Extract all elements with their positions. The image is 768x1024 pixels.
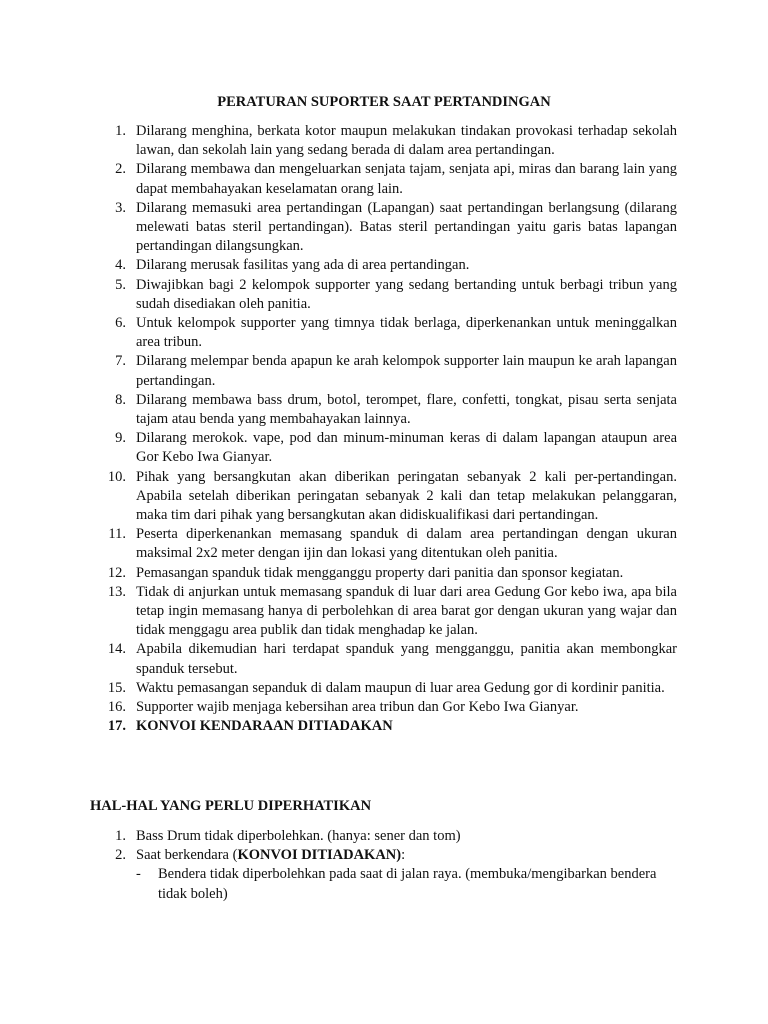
- list-text: Dilarang melempar benda apapun ke arah kelompok supporter lain maupun ke arah lapangan pertandingan.: [136, 353, 677, 389]
- list-text-prefix: Saat berkendara (: [136, 847, 238, 864]
- sub-list: [136, 865, 677, 903]
- list-number: 2.: [115, 161, 126, 178]
- list-item: [90, 640, 677, 678]
- list-item: [90, 717, 677, 736]
- list-text: Waktu pemasangan sepanduk di dalam maupun di luar area Gedung gor di kordinir panitia.: [136, 679, 665, 696]
- list-text: Dilarang merusak fasilitas yang ada di area pertandingan.: [136, 257, 470, 274]
- list-text-suffix: :: [401, 847, 406, 864]
- list-item: [90, 122, 677, 160]
- list-item: [90, 314, 677, 352]
- list-number: 3.: [115, 199, 126, 216]
- list-number: 7.: [115, 353, 126, 370]
- list-text: Untuk kelompok supporter yang timnya tidak berlaga, diperkenankan untuk meninggalkan area tribun.: [136, 315, 677, 351]
- list-text: KONVOI KENDARAAN DITIADAKAN: [136, 718, 393, 735]
- list-item: [90, 429, 677, 467]
- list-text: Dilarang menghina, berkata kotor maupun melakukan tindakan provokasi terhadap sekolah lawan, dan sekolah lain yang sedang berada di dalam area pertandingan.: [136, 123, 677, 159]
- list-item: [90, 525, 677, 563]
- list-text-bold: KONVOI DITIADAKAN): [237, 847, 402, 864]
- list-text: Peserta diperkenankan memasang spanduk di dalam area pertandingan dengan ukuran maksimal 2x2 meter dengan ijin dan lokasi yang ditentukan oleh panitia.: [136, 526, 677, 562]
- list-item: [90, 846, 677, 904]
- list-item: [90, 391, 677, 429]
- list-text: Dilarang merokok. vape, pod dan minum-minuman keras di dalam lapangan ataupun area Gor Kebo Iwa Gianyar.: [136, 430, 677, 466]
- list-text: Tidak di anjurkan untuk memasang spanduk di luar dari area Gedung Gor kebo iwa, apa bila tetap ingin memasang hanya di perbolehkan di area barat gor dengan ukuran yang wajar dan tidak menggagu area publik dan tidak menghadap ke jalan.: [136, 583, 677, 639]
- list-number: 4.: [115, 257, 126, 274]
- list-text: Supporter wajib menjaga kebersihan area tribun dan Gor Kebo Iwa Gianyar.: [136, 699, 579, 716]
- list-number: 10.: [107, 468, 126, 485]
- page-title: PERATURAN SUPORTER SAAT PERTANDINGAN: [217, 94, 551, 110]
- dash-bullet: -: [136, 866, 141, 883]
- list-number: 2.: [115, 847, 126, 864]
- list-item: [90, 468, 677, 526]
- list-item: [90, 698, 677, 717]
- list-number: 8.: [115, 391, 126, 408]
- list-number: 12.: [107, 564, 126, 581]
- list-number: 5.: [115, 276, 126, 293]
- list-number: 9.: [115, 430, 126, 447]
- list-item: [90, 256, 677, 275]
- sub-list-item: [136, 865, 677, 903]
- list-number: 17.: [107, 718, 126, 735]
- list-item: [90, 583, 677, 641]
- list-item: [90, 160, 677, 198]
- section-heading: HAL-HAL YANG PERLU DIPERHATIKAN: [90, 798, 372, 814]
- list-text: Diwajibkan bagi 2 kelompok supporter yang sedang bertanding untuk berbagi tribun yang sudah disediakan oleh panitia.: [136, 276, 677, 312]
- list-item: [90, 199, 677, 257]
- list-item: [90, 352, 677, 390]
- list-text: Dilarang membawa dan mengeluarkan senjata tajam, senjata api, miras dan barang lain yang dapat membahayakan keselamatan orang lain.: [136, 161, 677, 197]
- list-number: 11.: [108, 526, 126, 543]
- list-item: [90, 827, 677, 846]
- list-text: Pihak yang bersangkutan akan diberikan peringatan sebanyak 2 kali per-pertandingan. Apabila setelah diberikan peringatan sebanyak 2 kali dan tetap melakukan pelanggaran, maka tim dari pihak yang bersangkutan akan didiskualifikasi dari pertandingan.: [136, 468, 677, 524]
- list-number: 6.: [115, 315, 126, 332]
- list-text: Pemasangan spanduk tidak mengganggu property dari panitia dan sponsor kegiatan.: [136, 564, 624, 581]
- list-number: 15.: [107, 679, 126, 696]
- list-item: [90, 679, 677, 698]
- list-number: 1.: [115, 123, 126, 139]
- sub-list-text: Bendera tidak diperbolehkan pada saat di jalan raya. (membuka/mengibarkan bendera tidak boleh): [158, 866, 657, 902]
- rules-list: [90, 122, 677, 737]
- list-text: Apabila dikemudian hari terdapat spanduk yang mengganggu, panitia akan membongkar spanduk tersebut.: [136, 641, 677, 677]
- list-text: Dilarang memasuki area pertandingan (Lapangan) saat pertandingan berlangsung (dilarang melewati batas steril pertandingan). Batas steril pertandingan yaitu garis batas lapangan pertandingan dilangsungkan.: [136, 199, 677, 255]
- list-number: 13.: [107, 583, 126, 600]
- list-number: 14.: [107, 641, 126, 658]
- list-text: Dilarang membawa bass drum, botol, terompet, flare, confetti, tongkat, pisau serta senjata tajam atau benda yang membahayakan lainnya.: [136, 391, 677, 428]
- list-item: [90, 564, 677, 583]
- list-number: 16.: [107, 699, 126, 716]
- list-item: [90, 276, 677, 314]
- list-text: Bass Drum tidak diperbolehkan. (hanya: sener dan tom): [136, 828, 461, 844]
- notes-list: [90, 827, 677, 904]
- list-number: 1.: [115, 828, 126, 844]
